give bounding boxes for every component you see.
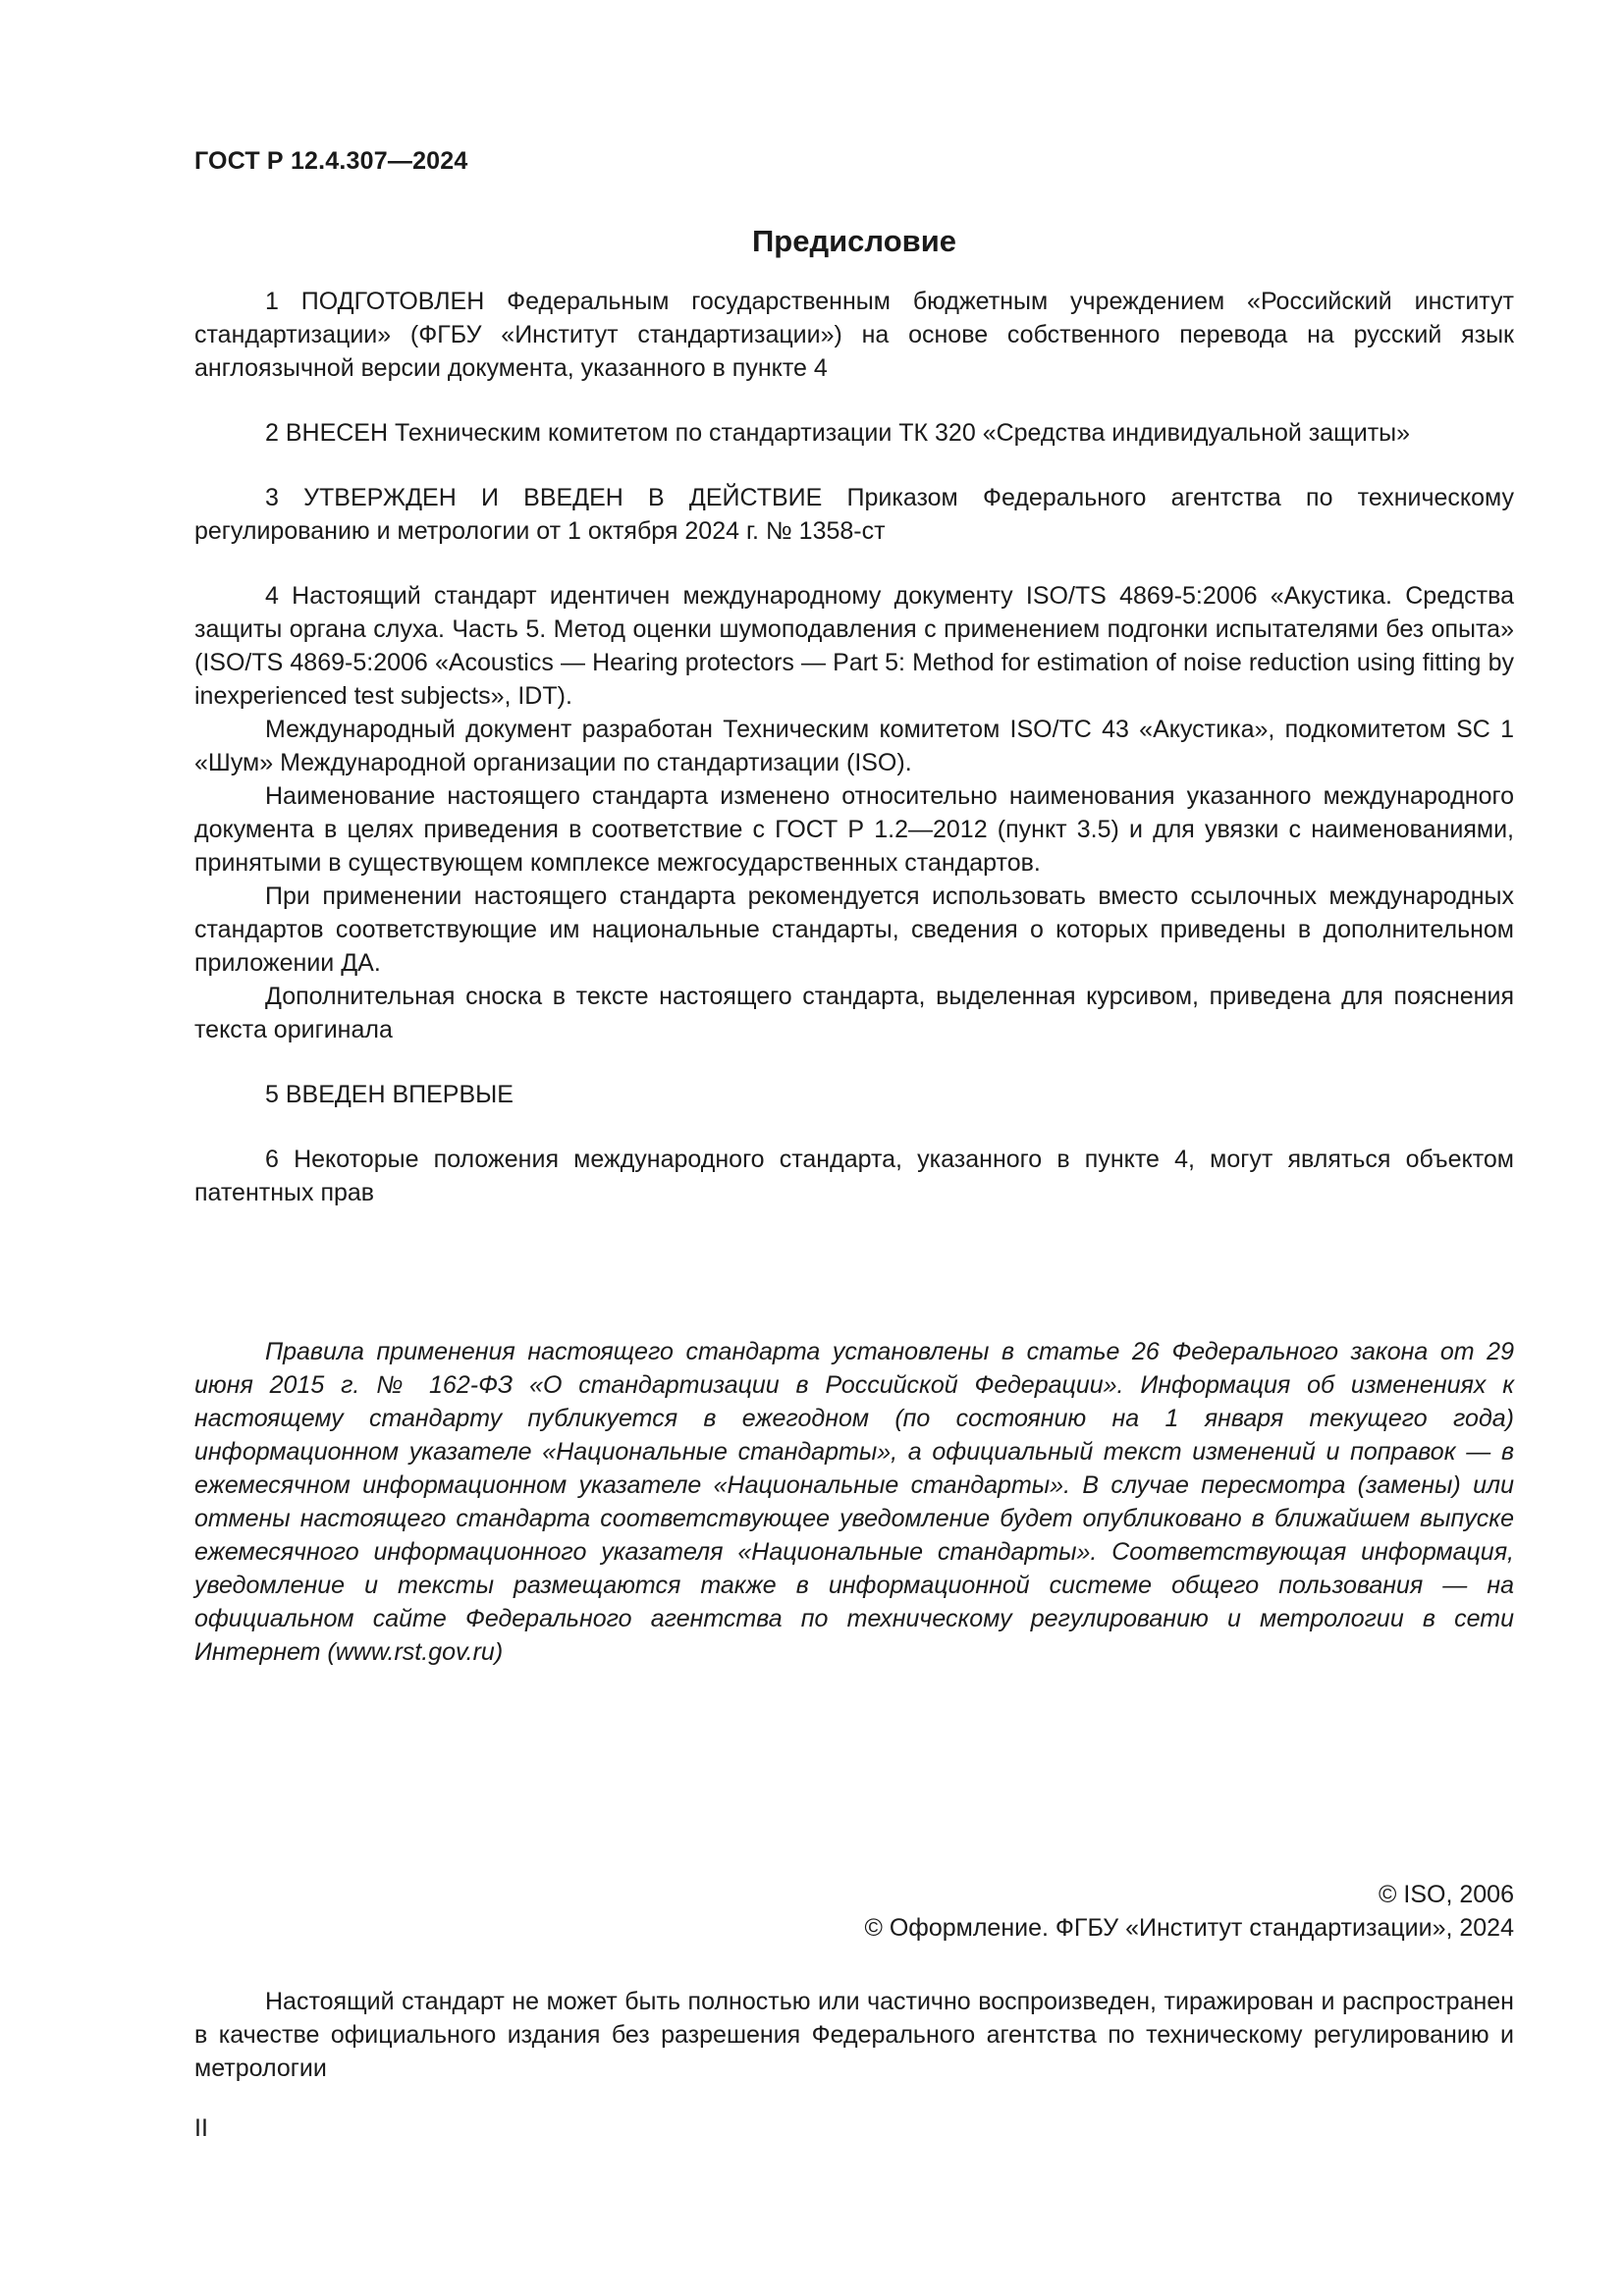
application-rules-notice (194, 1335, 1514, 1669)
paragraph-developer: Международный документ разработан Техническим комитетом ISO/TC 43 «Акустика», подкомитетом SC 1 «Шум» Международной организации по стандартизации (ISO). (194, 716, 1514, 776)
copyright-iso: © ISO, 2006 (1379, 1881, 1514, 1908)
page-title: Предисловие (751, 224, 956, 258)
paragraph-approved: 3 УТВЕРЖДЕН И ВВЕДЕН В ДЕЙСТВИЕ Приказом Федерального агентства по техническому регулированию и метрологии от 1 октября 2024 г. № 1358-ст (194, 484, 1514, 545)
copyright-design: © Оформление. ФГБУ «Институт стандартизации», 2024 (864, 1914, 1514, 1942)
paragraph-prepared: 1 ПОДГОТОВЛЕН Федеральным государственным бюджетным учреждением «Российский институт стандартизации» (ФГБУ «Институт стандартизации») на основе собственного перевода на русский язык англоязычной версии документа, указанного в пункте 4 (194, 288, 1514, 382)
standard-code-header: ГОСТ Р 12.4.307—2024 (194, 147, 468, 175)
paragraph-identical: 4 Настоящий стандарт идентичен международному документу ISO/TS 4869-5:2006 «Акустика. Средства защиты органа слуха. Часть 5. Метод оценки шумоподавления с применением подгонки испытателями без опыта» (ISO/TS 4869-5:2006 «Acoustics — Hearing protectors — Part 5: Method for estimation of noise reduction using fitting by inexperienced test subjects», IDT). (194, 582, 1514, 710)
foreword-body (194, 285, 1514, 1209)
paragraph-name-change: Наименование настоящего стандарта изменено относительно наименования указанного международного документа в целях приведения в соответствие с ГОСТ Р 1.2—2012 (пункт 3.5) и для увязки с наименованиями, принятыми в существующем комплексе межгосударственных стандартов. (194, 782, 1514, 877)
paragraph-references: При применении настоящего стандарта рекомендуется использовать вместо ссылочных международных стандартов соответствующие им национальные стандарты, сведения о которых приведены в дополнительном приложении ДА. (194, 882, 1514, 977)
paragraph-patent: 6 Некоторые положения международного стандарта, указанного в пункте 4, могут являться объектом патентных прав (194, 1146, 1514, 1206)
paragraph-footnote: Дополнительная сноска в тексте настоящего стандарта, выделенная курсивом, приведена для пояснения текста оригинала (194, 983, 1514, 1043)
paragraph-introduced: 5 ВВЕДЕН ВПЕРВЫЕ (265, 1081, 514, 1108)
reproduction-notice (194, 1985, 1514, 2085)
rules-text: Правила применения настоящего стандарта установлены в статье 26 Федерального закона от 29 июня 2015 г. № 162-ФЗ «О стандартизации в Российской Федерации». Информация об изменениях к настоящему стандарту публикуется в ежегодном (по состоянию на 1 января текущего года) информационном указателе «Национальные стандарты», а официальный текст изменений и поправок — в ежемесячном информационном указателе «Национальные стандарты». В случае пересмотра (замены) или отмены настоящего стандарта соответствующее уведомление будет опубликовано в ближайшем выпуске ежемесячного информационного указателя «Национальные стандарты». Соответствующая информация, уведомление и тексты размещаются также в информационной системе общего пользования — на официальном сайте Федерального агентства по техническому регулированию и метрологии в сети Интернет (www.rst.gov.ru) (194, 1338, 1514, 1666)
notice-text: Настоящий стандарт не может быть полностью или частично воспроизведен, тиражирован и распространен в качестве официального издания без разрешения Федерального агентства по техническому регулированию и метрологии (194, 1988, 1514, 2082)
paragraph-submitted: 2 ВНЕСЕН Техническим комитетом по стандартизации ТК 320 «Средства индивидуальной защиты» (265, 419, 1411, 447)
copyright-block (194, 1878, 1514, 1945)
page-number: II (194, 2114, 208, 2142)
